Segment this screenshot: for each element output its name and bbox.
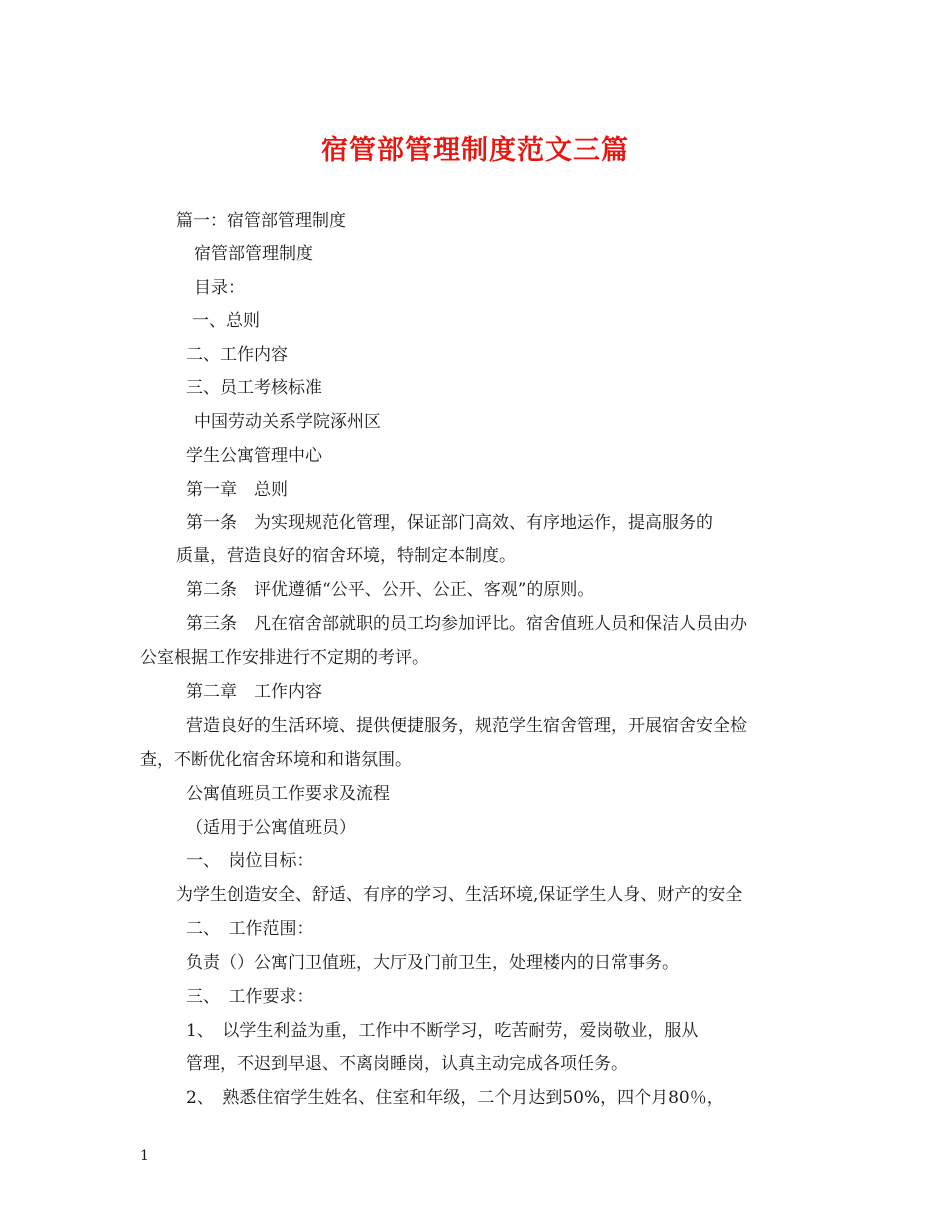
text-line: （适用于公寓值班员）: [186, 818, 356, 838]
text-line: 一、 岗位目标：: [186, 851, 314, 871]
text-line: 公室根据工作安排进行不定期的考评。: [140, 648, 429, 668]
text-line: 二、工作内容: [186, 345, 288, 365]
text-line: 第二条 评优遵循“公平、公开、公正、客观”的原则。: [186, 580, 595, 600]
text-line: 营造良好的生活环境、提供便捷服务，规范学生宿舍管理，开展宿舍安全检: [186, 716, 747, 736]
text-line: 目录：: [194, 278, 245, 298]
text-line: 三、员工考核标准: [186, 378, 322, 398]
text-line: 质量，营造良好的宿舍环境，特制定本制度。: [176, 546, 516, 566]
text-line: 2、 熟悉住宿学生姓名、住室和年级，二个月达到50%，四个月80％，: [186, 1088, 724, 1108]
text-line: 三、 工作要求：: [186, 987, 314, 1007]
text-line: 一、总则: [192, 311, 260, 331]
text-line: 宿管部管理制度: [194, 244, 313, 264]
text-line: 篇一：宿管部管理制度: [176, 211, 346, 231]
document-title: 宿管部管理制度范文三篇: [321, 135, 629, 166]
text-line: 为学生创造安全、舒适、有序的学习、生活环境,保证学生人身、财产的安全: [176, 885, 743, 905]
text-line: 学生公寓管理中心: [186, 446, 322, 466]
page-number: 1: [140, 1148, 149, 1164]
text-line: 第三条 凡在宿舍部就职的员工均参加评比。宿舍值班人员和保洁人员由办: [186, 614, 747, 634]
text-line: 第一条 为实现规范化管理，保证部门高效、有序地运作，提高服务的: [186, 513, 713, 533]
text-line: 中国劳动关系学院涿州区: [194, 412, 381, 432]
text-line: 负责（）公寓门卫值班，大厅及门前卫生，处理楼内的日常事务。: [186, 953, 679, 973]
text-line: 查，不断优化宿舍环境和和谐氛围。: [140, 750, 412, 770]
text-line: 二、 工作范围：: [186, 919, 314, 939]
text-line: 1、 以学生利益为重，工作中不断学习，吃苦耐劳，爱岗敬业，服从: [186, 1021, 699, 1041]
text-line: 第二章 工作内容: [186, 682, 322, 702]
text-line: 公寓值班员工作要求及流程: [186, 784, 390, 804]
text-line: 第一章 总则: [186, 480, 288, 500]
text-line: 管理，不迟到早退、不离岗睡岗，认真主动完成各项任务。: [186, 1054, 628, 1074]
